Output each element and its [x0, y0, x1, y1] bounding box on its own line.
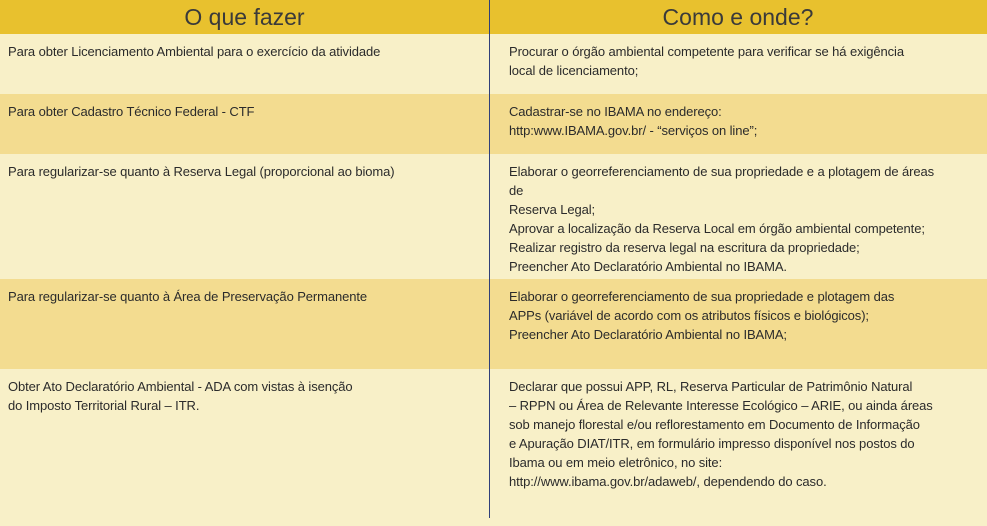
- table-row: [0, 369, 987, 526]
- how-cell: [489, 94, 987, 154]
- how-text: Reserva Legal;: [509, 202, 596, 217]
- how-text: Declarar que possui APP, RL, Reserva Particular de Patrimônio Natural: [509, 379, 913, 394]
- table-row: [0, 154, 987, 279]
- how-text: Cadastrar-se no IBAMA no endereço:: [509, 104, 722, 119]
- how-text: Preencher Ato Declaratório Ambiental no IBAMA.: [509, 259, 787, 274]
- how-text: Preencher Ato Declaratório Ambiental no IBAMA;: [509, 327, 787, 342]
- how-cell: [489, 154, 987, 279]
- what-cell: [0, 369, 489, 526]
- table-row: [0, 279, 987, 369]
- how-cell: [489, 369, 987, 526]
- how-cell: [489, 34, 987, 94]
- what-cell: [0, 154, 489, 279]
- what-cell: [0, 279, 489, 369]
- what-text: Obter Ato Declaratório Ambiental - ADA com vistas à isenção: [8, 379, 353, 394]
- what-text: Para obter Cadastro Técnico Federal - CTF: [8, 104, 255, 119]
- how-text: Elaborar o georreferenciamento de sua propriedade e a plotagem de áreas de: [509, 164, 935, 198]
- how-text: e Apuração DIAT/ITR, em formulário impresso disponível nos postos do: [509, 436, 915, 451]
- header-what-to-do: O que fazer: [184, 3, 305, 30]
- what-cell: [0, 34, 489, 94]
- how-text: Elaborar o georreferenciamento de sua propriedade e plotagem das: [509, 289, 895, 304]
- what-text: do Imposto Territorial Rural – ITR.: [8, 398, 200, 413]
- how-text: local de licenciamento;: [509, 63, 639, 78]
- how-text: sob manejo florestal e/ou reflorestamento em Documento de Informação: [509, 417, 920, 432]
- how-text: http://www.ibama.gov.br/adaweb/, dependendo do caso.: [509, 474, 827, 489]
- how-text: Ibama ou em meio eletrônico, no site:: [509, 455, 723, 470]
- what-cell: [0, 94, 489, 154]
- how-text: Procurar o órgão ambiental competente para verificar se há exigência: [509, 44, 904, 59]
- table-header: [0, 0, 987, 34]
- what-text: Para regularizar-se quanto à Reserva Legal (proporcional ao bioma): [8, 164, 395, 179]
- how-text: http:www.IBAMA.gov.br/ - “serviços on line”;: [509, 123, 758, 138]
- table-row: [0, 34, 987, 94]
- how-text: APPs (variável de acordo com os atributos físicos e biológicos);: [509, 308, 869, 323]
- how-text: Aprovar a localização da Reserva Local em órgão ambiental competente;: [509, 221, 925, 236]
- table-row: [0, 94, 987, 154]
- what-text: Para obter Licenciamento Ambiental para o exercício da atividade: [8, 44, 381, 59]
- how-text: Realizar registro da reserva legal na escritura da propriedade;: [509, 240, 860, 255]
- column-divider: [489, 0, 490, 518]
- what-text: Para regularizar-se quanto à Área de Preservação Permanente: [8, 289, 368, 304]
- how-cell: [489, 279, 987, 369]
- header-how-and-where: Como e onde?: [662, 3, 814, 30]
- how-text: – RPPN ou Área de Relevante Interesse Ecológico – ARIE, ou ainda áreas: [509, 398, 933, 413]
